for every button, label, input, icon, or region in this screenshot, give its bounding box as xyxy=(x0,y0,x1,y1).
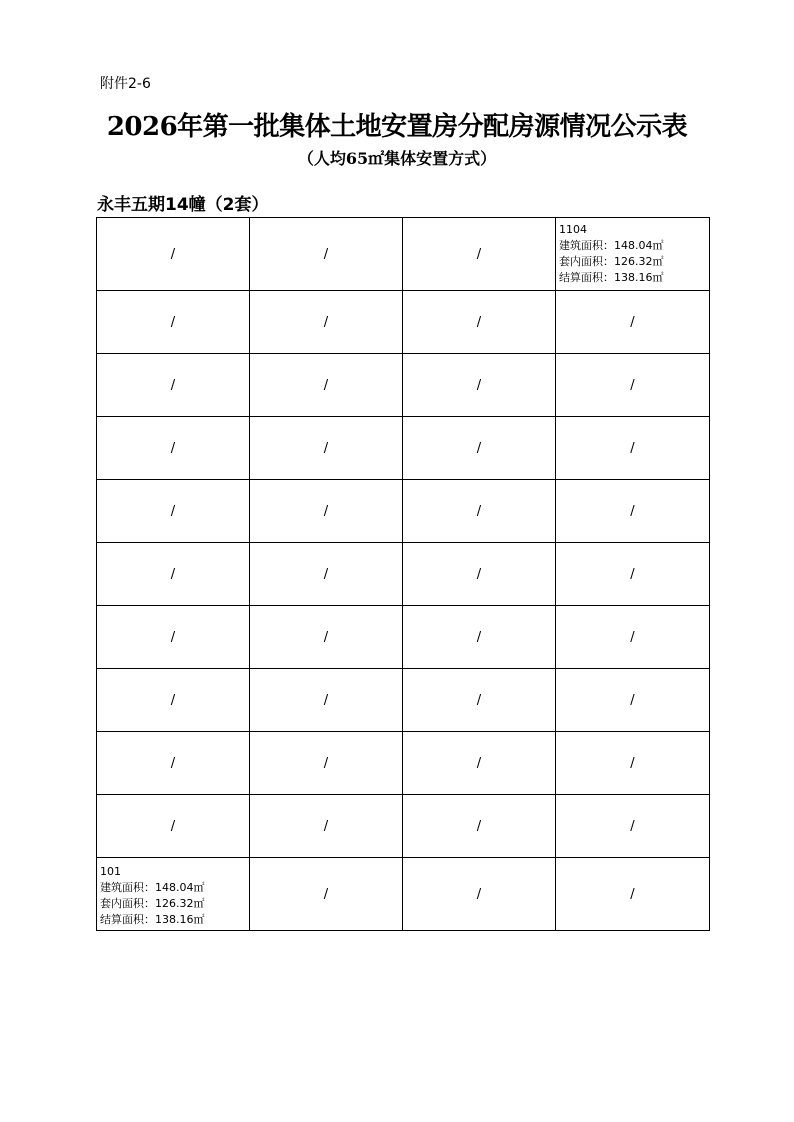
unit-settle-area: 结算面积：138.16㎡ xyxy=(559,271,664,284)
page-subtitle: （人均65㎡集体安置方式） xyxy=(297,149,497,168)
table-cell-empty: / xyxy=(556,480,710,543)
table-cell-empty: / xyxy=(556,858,710,931)
table-cell-empty: / xyxy=(250,858,403,931)
table-cell-empty: / xyxy=(403,669,556,732)
unit-cell-1104 xyxy=(556,218,710,291)
table-cell-empty: / xyxy=(403,606,556,669)
attachment-label: 附件2-6 xyxy=(100,76,151,92)
table-cell-empty: / xyxy=(250,795,403,858)
table-row xyxy=(97,543,710,606)
table-cell-empty: / xyxy=(556,354,710,417)
table-cell-empty: / xyxy=(556,291,710,354)
table-row xyxy=(97,354,710,417)
table-cell-empty: / xyxy=(556,669,710,732)
unit-build-area: 建筑面积：148.04㎡ xyxy=(559,239,664,252)
table-cell-empty: / xyxy=(250,669,403,732)
table-cell-empty: / xyxy=(250,417,403,480)
table-cell-empty: / xyxy=(556,417,710,480)
table-cell-empty: / xyxy=(250,480,403,543)
unit-room-number: 101 xyxy=(100,865,121,878)
unit-build-area: 建筑面积：148.04㎡ xyxy=(100,881,205,894)
table-cell-empty: / xyxy=(97,669,250,732)
table-cell-empty: / xyxy=(250,732,403,795)
unit-settle-area: 结算面积：138.16㎡ xyxy=(100,913,205,926)
section-title: 永丰五期14幢（2套） xyxy=(97,195,269,215)
table-cell-empty: / xyxy=(97,543,250,606)
table-row xyxy=(97,795,710,858)
table-row xyxy=(97,606,710,669)
unit-cell-101 xyxy=(97,858,250,931)
table-row xyxy=(97,669,710,732)
table-cell-empty: / xyxy=(250,543,403,606)
table-cell-empty: / xyxy=(403,218,556,291)
table-cell-empty: / xyxy=(556,732,710,795)
table-cell-empty: / xyxy=(97,291,250,354)
table-row xyxy=(97,858,710,931)
table-cell-empty: / xyxy=(97,480,250,543)
table-cell-empty: / xyxy=(403,543,556,606)
table-cell-empty: / xyxy=(403,732,556,795)
unit-room-number: 1104 xyxy=(559,223,587,236)
table-cell-empty: / xyxy=(556,795,710,858)
table-cell-empty: / xyxy=(97,795,250,858)
table-cell-empty: / xyxy=(250,218,403,291)
table-cell-empty: / xyxy=(556,606,710,669)
table-cell-empty: / xyxy=(403,858,556,931)
table-cell-empty: / xyxy=(97,354,250,417)
table-cell-empty: / xyxy=(97,606,250,669)
housing-grid xyxy=(96,217,710,931)
table-cell-empty: / xyxy=(97,218,250,291)
table-cell-empty: / xyxy=(250,606,403,669)
page-title: 2026年第一批集体土地安置房分配房源情况公示表 xyxy=(106,112,688,142)
table-cell-empty: / xyxy=(403,795,556,858)
table-cell-empty: / xyxy=(250,291,403,354)
unit-inner-area: 套内面积：126.32㎡ xyxy=(559,255,664,268)
table-cell-empty: / xyxy=(97,732,250,795)
table-row xyxy=(97,218,710,291)
table-cell-empty: / xyxy=(97,417,250,480)
table-row xyxy=(97,417,710,480)
table-cell-empty: / xyxy=(403,480,556,543)
table-cell-empty: / xyxy=(403,417,556,480)
table-row xyxy=(97,291,710,354)
table-cell-empty: / xyxy=(403,354,556,417)
table-cell-empty: / xyxy=(250,354,403,417)
table-row xyxy=(97,732,710,795)
table-row xyxy=(97,480,710,543)
table-cell-empty: / xyxy=(556,543,710,606)
table-cell-empty: / xyxy=(403,291,556,354)
unit-inner-area: 套内面积：126.32㎡ xyxy=(100,897,205,910)
